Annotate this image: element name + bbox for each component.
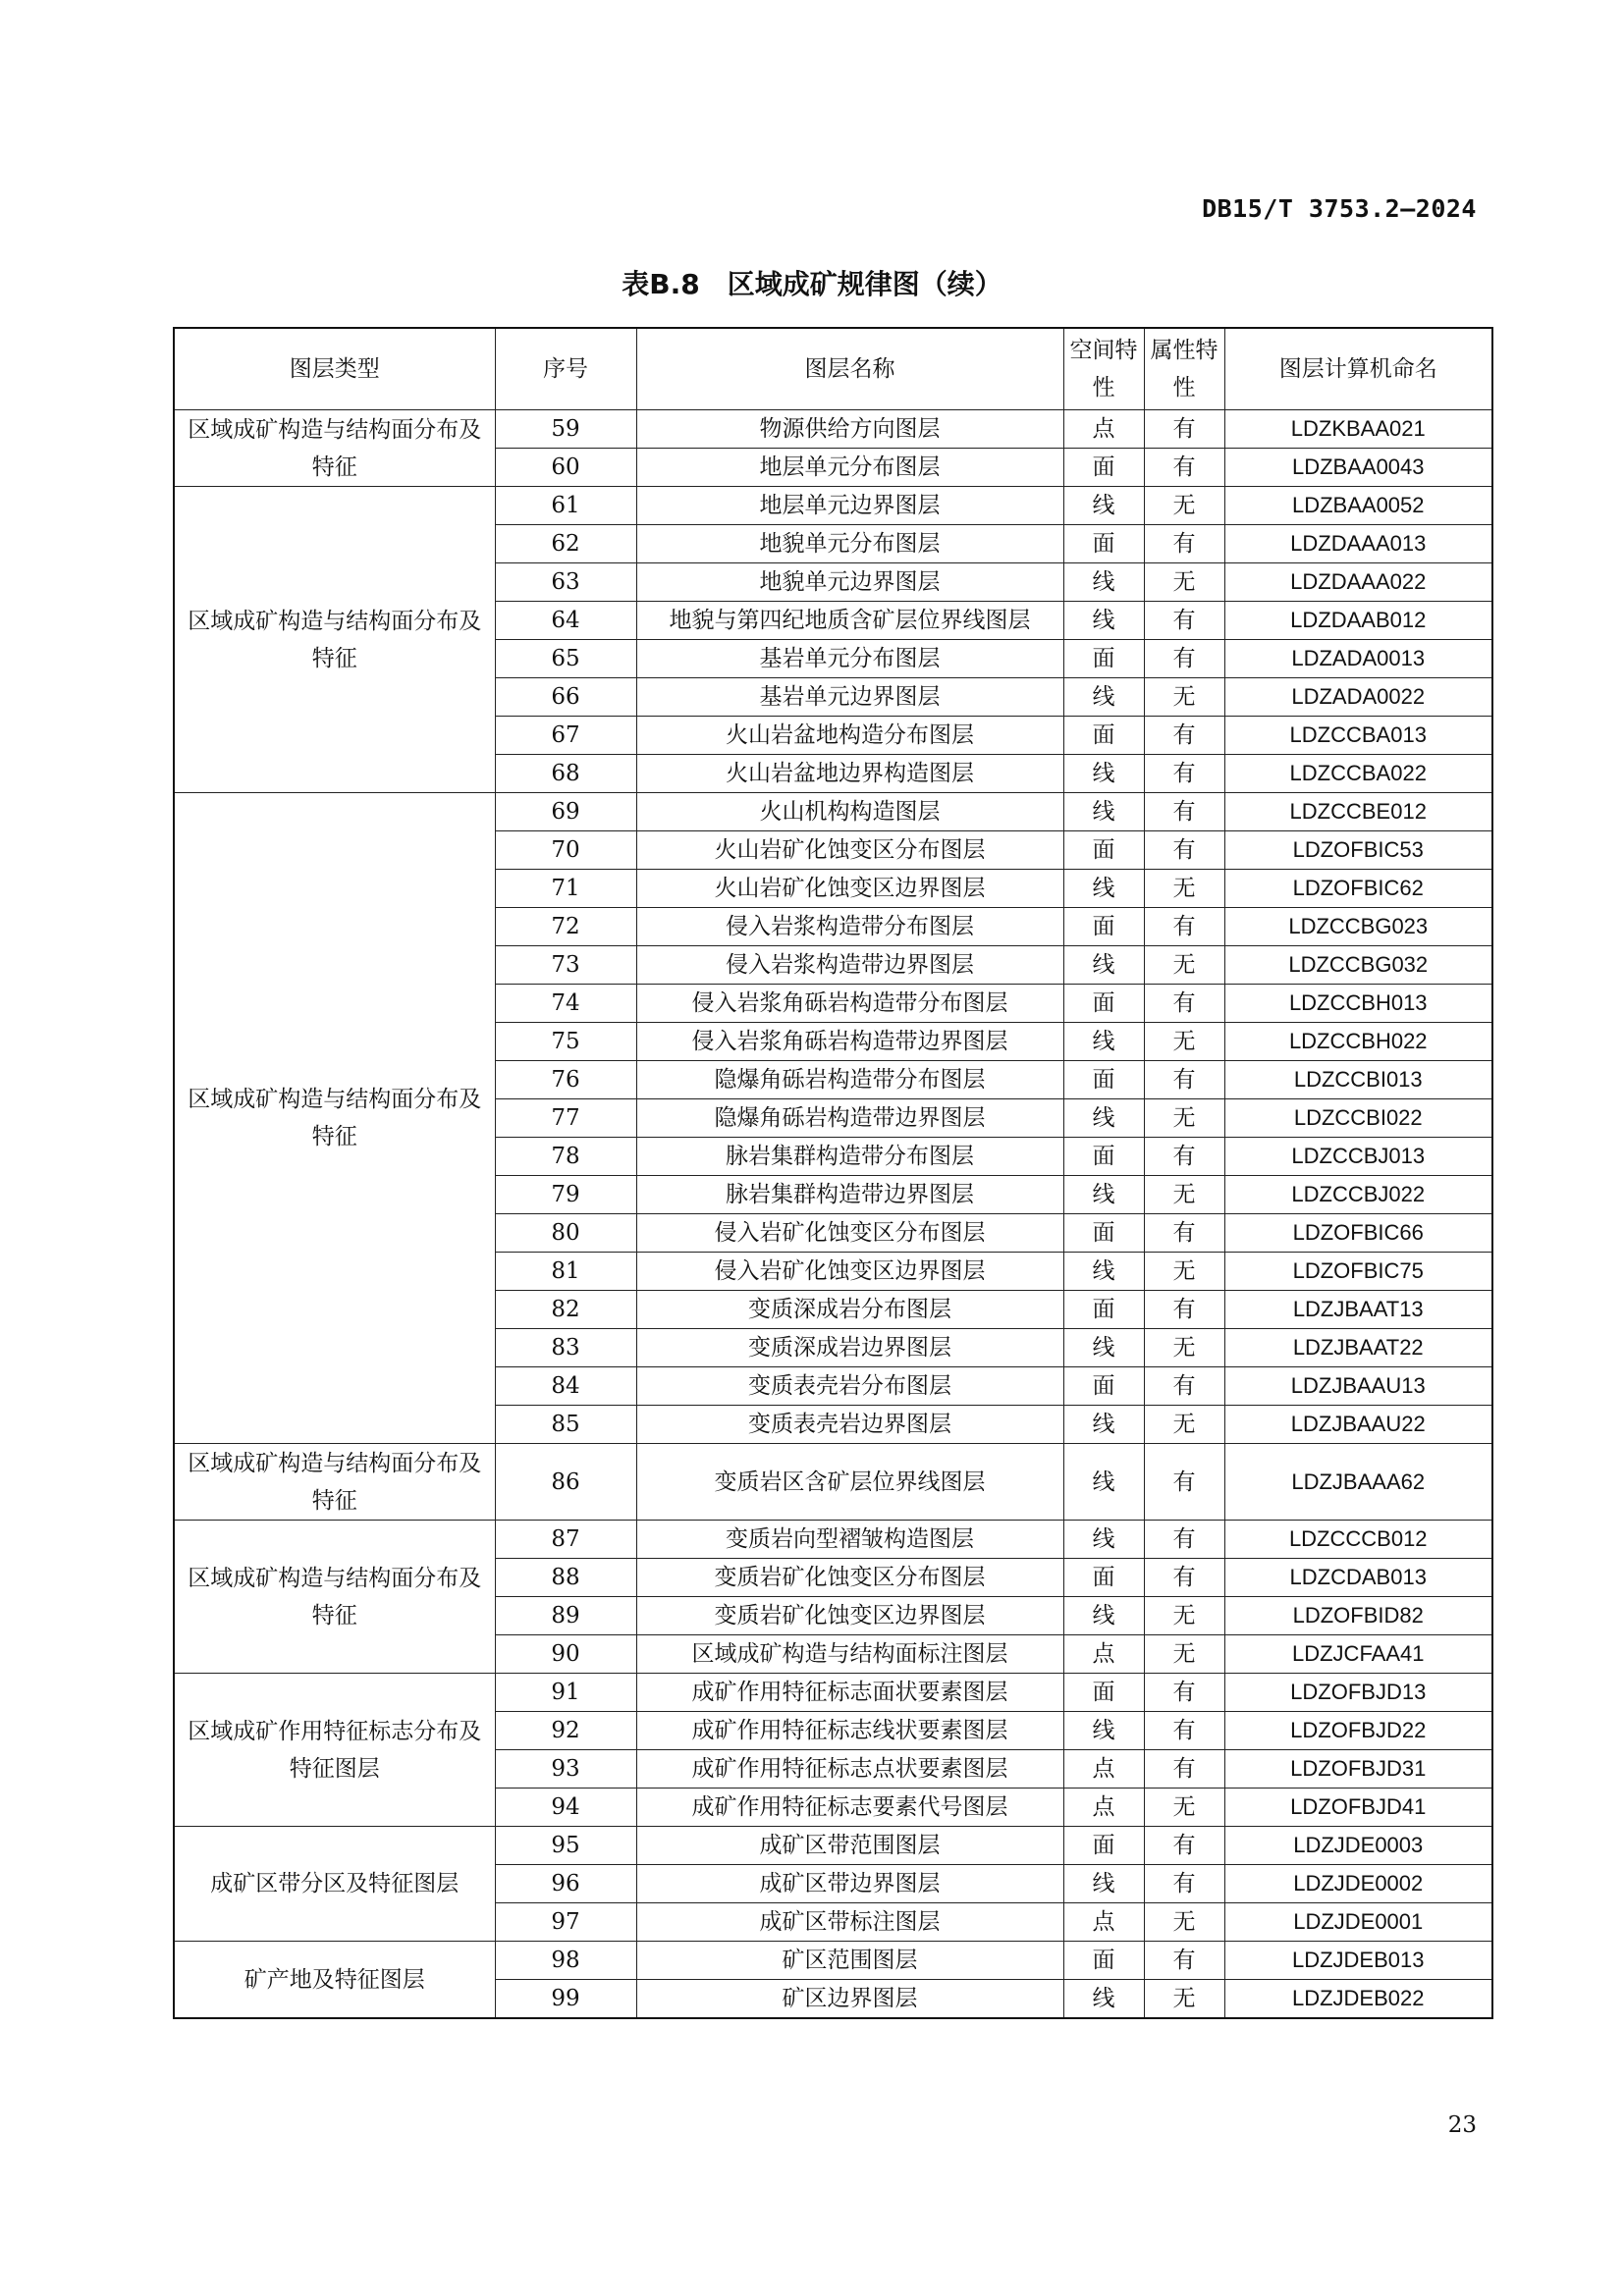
layer-name-cell: 火山岩盆地边界构造图层 — [636, 755, 1063, 793]
attribute-property-cell: 有 — [1144, 410, 1224, 449]
computer-name-cell: LDZOFBIC75 — [1224, 1253, 1492, 1291]
spatial-property-cell: 面 — [1063, 717, 1144, 755]
layer-name-cell: 成矿区带标注图层 — [636, 1903, 1063, 1942]
attribute-property-cell: 有 — [1144, 1367, 1224, 1406]
computer-name-cell: LDZCCBG023 — [1224, 908, 1492, 946]
attribute-property-cell: 有 — [1144, 831, 1224, 870]
attribute-property-cell: 无 — [1144, 1789, 1224, 1827]
layer-name-cell: 物源供给方向图层 — [636, 410, 1063, 449]
computer-name-cell: LDZJBAAU13 — [1224, 1367, 1492, 1406]
attribute-property-cell: 有 — [1144, 755, 1224, 793]
spatial-property-cell: 面 — [1063, 640, 1144, 678]
serial-number-cell: 73 — [495, 946, 636, 985]
attribute-property-cell: 有 — [1144, 1712, 1224, 1750]
attribute-property-cell: 无 — [1144, 1903, 1224, 1942]
attribute-property-cell: 有 — [1144, 449, 1224, 487]
layer-name-cell: 变质深成岩分布图层 — [636, 1291, 1063, 1329]
spatial-property-cell: 线 — [1063, 1521, 1144, 1559]
computer-name-cell: LDZCCBH022 — [1224, 1023, 1492, 1061]
spatial-property-cell: 线 — [1063, 1176, 1144, 1214]
spatial-property-cell: 线 — [1063, 870, 1144, 908]
attribute-property-cell: 无 — [1144, 870, 1224, 908]
spatial-property-cell: 面 — [1063, 525, 1144, 563]
computer-name-cell: LDZCDAB013 — [1224, 1559, 1492, 1597]
serial-number-cell: 99 — [495, 1980, 636, 2019]
computer-name-cell: LDZOFBID82 — [1224, 1597, 1492, 1635]
layer-name-cell: 火山机构构造图层 — [636, 793, 1063, 831]
spatial-property-cell: 线 — [1063, 1099, 1144, 1138]
layer-name-cell: 成矿作用特征标志要素代号图层 — [636, 1789, 1063, 1827]
layer-name-cell: 脉岩集群构造带分布图层 — [636, 1138, 1063, 1176]
serial-number-cell: 60 — [495, 449, 636, 487]
serial-number-cell: 75 — [495, 1023, 636, 1061]
layer-name-cell: 变质岩向型褶皱构造图层 — [636, 1521, 1063, 1559]
attribute-property-cell: 无 — [1144, 563, 1224, 602]
spatial-property-cell: 线 — [1063, 1329, 1144, 1367]
layer-name-cell: 成矿区带范围图层 — [636, 1827, 1063, 1865]
table-row — [174, 1942, 1492, 1980]
header-serial-number: 序号 — [495, 328, 636, 410]
layer-name-cell: 侵入岩矿化蚀变区分布图层 — [636, 1214, 1063, 1253]
spatial-property-cell: 线 — [1063, 1865, 1144, 1903]
attribute-property-cell: 有 — [1144, 717, 1224, 755]
table-row — [174, 1827, 1492, 1865]
attribute-property-cell: 无 — [1144, 1329, 1224, 1367]
spatial-property-cell: 线 — [1063, 678, 1144, 717]
layer-name-cell: 隐爆角砾岩构造带边界图层 — [636, 1099, 1063, 1138]
layer-name-cell: 变质岩矿化蚀变区分布图层 — [636, 1559, 1063, 1597]
standard-code: DB15/T 3753.2—2024 — [1202, 194, 1477, 223]
layer-name-cell: 侵入岩浆角砾岩构造带分布图层 — [636, 985, 1063, 1023]
table-row — [174, 410, 1492, 449]
serial-number-cell: 92 — [495, 1712, 636, 1750]
attribute-property-cell: 无 — [1144, 1099, 1224, 1138]
attribute-property-cell: 无 — [1144, 1176, 1224, 1214]
attribute-property-cell: 有 — [1144, 640, 1224, 678]
serial-number-cell: 64 — [495, 602, 636, 640]
computer-name-cell: LDZCCCB012 — [1224, 1521, 1492, 1559]
computer-name-cell: LDZJBAAT22 — [1224, 1329, 1492, 1367]
attribute-property-cell: 无 — [1144, 1253, 1224, 1291]
attribute-property-cell: 无 — [1144, 1406, 1224, 1444]
spatial-property-cell: 面 — [1063, 1367, 1144, 1406]
computer-name-cell: LDZDAAA022 — [1224, 563, 1492, 602]
attribute-property-cell: 有 — [1144, 1942, 1224, 1980]
attribute-property-cell: 有 — [1144, 1865, 1224, 1903]
attribute-property-cell: 有 — [1144, 1291, 1224, 1329]
serial-number-cell: 89 — [495, 1597, 636, 1635]
computer-name-cell: LDZJDE0002 — [1224, 1865, 1492, 1903]
spatial-property-cell: 面 — [1063, 449, 1144, 487]
computer-name-cell: LDZOFBJD31 — [1224, 1750, 1492, 1789]
spatial-property-cell: 线 — [1063, 487, 1144, 525]
layer-type-cell: 矿产地及特征图层 — [174, 1942, 495, 2019]
layer-name-cell: 火山岩矿化蚀变区边界图层 — [636, 870, 1063, 908]
layer-name-cell: 侵入岩矿化蚀变区边界图层 — [636, 1253, 1063, 1291]
computer-name-cell: LDZBAA0052 — [1224, 487, 1492, 525]
spatial-property-cell: 点 — [1063, 1903, 1144, 1942]
computer-name-cell: LDZCCBI013 — [1224, 1061, 1492, 1099]
spatial-property-cell: 线 — [1063, 1712, 1144, 1750]
layer-name-cell: 地貌单元边界图层 — [636, 563, 1063, 602]
layer-name-cell: 成矿作用特征标志面状要素图层 — [636, 1674, 1063, 1712]
serial-number-cell: 78 — [495, 1138, 636, 1176]
computer-name-cell: LDZBAA0043 — [1224, 449, 1492, 487]
attribute-property-cell: 无 — [1144, 487, 1224, 525]
computer-name-cell: LDZJBAAU22 — [1224, 1406, 1492, 1444]
serial-number-cell: 67 — [495, 717, 636, 755]
serial-number-cell: 71 — [495, 870, 636, 908]
serial-number-cell: 84 — [495, 1367, 636, 1406]
spatial-property-cell: 面 — [1063, 1291, 1144, 1329]
serial-number-cell: 96 — [495, 1865, 636, 1903]
serial-number-cell: 59 — [495, 410, 636, 449]
table-row — [174, 1444, 1492, 1521]
serial-number-cell: 86 — [495, 1444, 636, 1521]
table-body — [174, 410, 1492, 2019]
spatial-property-cell: 面 — [1063, 985, 1144, 1023]
layer-name-cell: 地貌与第四纪地质含矿层位界线图层 — [636, 602, 1063, 640]
serial-number-cell: 87 — [495, 1521, 636, 1559]
serial-number-cell: 68 — [495, 755, 636, 793]
spatial-property-cell: 线 — [1063, 1023, 1144, 1061]
header-spatial-property: 空间特性 — [1063, 328, 1144, 410]
attribute-property-cell: 有 — [1144, 793, 1224, 831]
layer-name-cell: 变质表壳岩分布图层 — [636, 1367, 1063, 1406]
serial-number-cell: 69 — [495, 793, 636, 831]
computer-name-cell: LDZJDE0003 — [1224, 1827, 1492, 1865]
spatial-property-cell: 线 — [1063, 563, 1144, 602]
layer-name-cell: 侵入岩浆角砾岩构造带边界图层 — [636, 1023, 1063, 1061]
table-title: 表B.8 区域成矿规律图（续） — [622, 268, 1002, 300]
serial-number-cell: 98 — [495, 1942, 636, 1980]
attribute-property-cell: 有 — [1144, 1521, 1224, 1559]
layer-type-cell: 区域成矿构造与结构面分布及特征 — [174, 793, 495, 1444]
spatial-property-cell: 面 — [1063, 1061, 1144, 1099]
computer-name-cell: LDZOFBIC53 — [1224, 831, 1492, 870]
serial-number-cell: 97 — [495, 1903, 636, 1942]
computer-name-cell: LDZCCBJ013 — [1224, 1138, 1492, 1176]
table-row — [174, 1674, 1492, 1712]
serial-number-cell: 74 — [495, 985, 636, 1023]
layer-name-cell: 变质岩区含矿层位界线图层 — [636, 1444, 1063, 1521]
layer-name-cell: 成矿作用特征标志线状要素图层 — [636, 1712, 1063, 1750]
attribute-property-cell: 无 — [1144, 678, 1224, 717]
serial-number-cell: 79 — [495, 1176, 636, 1214]
attribute-property-cell: 有 — [1144, 1061, 1224, 1099]
header-layer-type: 图层类型 — [174, 328, 495, 410]
computer-name-cell: LDZJDEB022 — [1224, 1980, 1492, 2019]
spatial-property-cell: 面 — [1063, 1942, 1144, 1980]
spatial-property-cell: 点 — [1063, 1789, 1144, 1827]
serial-number-cell: 91 — [495, 1674, 636, 1712]
computer-name-cell: LDZKBAA021 — [1224, 410, 1492, 449]
serial-number-cell: 85 — [495, 1406, 636, 1444]
spatial-property-cell: 面 — [1063, 1214, 1144, 1253]
computer-name-cell: LDZCCBJ022 — [1224, 1176, 1492, 1214]
layer-name-cell: 变质深成岩边界图层 — [636, 1329, 1063, 1367]
layer-name-cell: 矿区边界图层 — [636, 1980, 1063, 2019]
serial-number-cell: 95 — [495, 1827, 636, 1865]
serial-number-cell: 81 — [495, 1253, 636, 1291]
serial-number-cell: 80 — [495, 1214, 636, 1253]
attribute-property-cell: 无 — [1144, 1980, 1224, 2019]
computer-name-cell: LDZCCBA022 — [1224, 755, 1492, 793]
table-row — [174, 487, 1492, 525]
spatial-property-cell: 线 — [1063, 1406, 1144, 1444]
computer-name-cell: LDZOFBIC66 — [1224, 1214, 1492, 1253]
layer-name-cell: 基岩单元分布图层 — [636, 640, 1063, 678]
layer-type-cell: 区域成矿构造与结构面分布及特征 — [174, 1521, 495, 1674]
layer-name-cell: 地层单元分布图层 — [636, 449, 1063, 487]
computer-name-cell: LDZJBAAA62 — [1224, 1444, 1492, 1521]
attribute-property-cell: 有 — [1144, 1138, 1224, 1176]
serial-number-cell: 93 — [495, 1750, 636, 1789]
spatial-property-cell: 线 — [1063, 793, 1144, 831]
serial-number-cell: 63 — [495, 563, 636, 602]
layer-name-cell: 矿区范围图层 — [636, 1942, 1063, 1980]
spatial-property-cell: 线 — [1063, 946, 1144, 985]
serial-number-cell: 94 — [495, 1789, 636, 1827]
layer-name-cell: 成矿区带边界图层 — [636, 1865, 1063, 1903]
table-row — [174, 793, 1492, 831]
computer-name-cell: LDZDAAB012 — [1224, 602, 1492, 640]
attribute-property-cell: 无 — [1144, 946, 1224, 985]
spatial-property-cell: 线 — [1063, 602, 1144, 640]
layer-table — [173, 327, 1493, 2019]
computer-name-cell: LDZCCBH013 — [1224, 985, 1492, 1023]
serial-number-cell: 77 — [495, 1099, 636, 1138]
layer-name-cell: 侵入岩浆构造带边界图层 — [636, 946, 1063, 985]
attribute-property-cell: 无 — [1144, 1635, 1224, 1674]
computer-name-cell: LDZCCBG032 — [1224, 946, 1492, 985]
spatial-property-cell: 点 — [1063, 410, 1144, 449]
layer-name-cell: 成矿作用特征标志点状要素图层 — [636, 1750, 1063, 1789]
spatial-property-cell: 线 — [1063, 1980, 1144, 2019]
serial-number-cell: 65 — [495, 640, 636, 678]
header-computer-name: 图层计算机命名 — [1224, 328, 1492, 410]
attribute-property-cell: 有 — [1144, 1214, 1224, 1253]
serial-number-cell: 62 — [495, 525, 636, 563]
serial-number-cell: 76 — [495, 1061, 636, 1099]
attribute-property-cell: 有 — [1144, 908, 1224, 946]
serial-number-cell: 66 — [495, 678, 636, 717]
computer-name-cell: LDZCCBI022 — [1224, 1099, 1492, 1138]
spatial-property-cell: 面 — [1063, 831, 1144, 870]
serial-number-cell: 72 — [495, 908, 636, 946]
computer-name-cell: LDZJBAAT13 — [1224, 1291, 1492, 1329]
layer-name-cell: 隐爆角砾岩构造带分布图层 — [636, 1061, 1063, 1099]
computer-name-cell: LDZCCBE012 — [1224, 793, 1492, 831]
page-number: 23 — [1447, 2112, 1477, 2138]
spatial-property-cell: 点 — [1063, 1635, 1144, 1674]
computer-name-cell: LDZJDE0001 — [1224, 1903, 1492, 1942]
layer-type-cell: 成矿区带分区及特征图层 — [174, 1827, 495, 1942]
spatial-property-cell: 面 — [1063, 1559, 1144, 1597]
layer-name-cell: 基岩单元边界图层 — [636, 678, 1063, 717]
layer-type-cell: 区域成矿构造与结构面分布及特征 — [174, 410, 495, 487]
spatial-property-cell: 面 — [1063, 1138, 1144, 1176]
attribute-property-cell: 无 — [1144, 1597, 1224, 1635]
computer-name-cell: LDZOFBIC62 — [1224, 870, 1492, 908]
computer-name-cell: LDZADA0022 — [1224, 678, 1492, 717]
spatial-property-cell: 线 — [1063, 1597, 1144, 1635]
serial-number-cell: 61 — [495, 487, 636, 525]
attribute-property-cell: 有 — [1144, 1674, 1224, 1712]
attribute-property-cell: 有 — [1144, 1559, 1224, 1597]
header-attribute-property: 属性特性 — [1144, 328, 1224, 410]
serial-number-cell: 83 — [495, 1329, 636, 1367]
table-row — [174, 1521, 1492, 1559]
spatial-property-cell: 面 — [1063, 1827, 1144, 1865]
serial-number-cell: 88 — [495, 1559, 636, 1597]
layer-name-cell: 侵入岩浆构造带分布图层 — [636, 908, 1063, 946]
spatial-property-cell: 线 — [1063, 1444, 1144, 1521]
layer-type-cell: 区域成矿作用特征标志分布及特征图层 — [174, 1674, 495, 1827]
computer-name-cell: LDZCCBA013 — [1224, 717, 1492, 755]
spatial-property-cell: 点 — [1063, 1750, 1144, 1789]
attribute-property-cell: 有 — [1144, 1444, 1224, 1521]
spatial-property-cell: 线 — [1063, 755, 1144, 793]
serial-number-cell: 82 — [495, 1291, 636, 1329]
table-header-row — [174, 328, 1492, 410]
layer-name-cell: 火山岩矿化蚀变区分布图层 — [636, 831, 1063, 870]
computer-name-cell: LDZJCFAA41 — [1224, 1635, 1492, 1674]
layer-name-cell: 地层单元边界图层 — [636, 487, 1063, 525]
layer-name-cell: 火山岩盆地构造分布图层 — [636, 717, 1063, 755]
computer-name-cell: LDZDAAA013 — [1224, 525, 1492, 563]
computer-name-cell: LDZOFBJD41 — [1224, 1789, 1492, 1827]
layer-type-cell: 区域成矿构造与结构面分布及特征 — [174, 1444, 495, 1521]
layer-type-cell: 区域成矿构造与结构面分布及特征 — [174, 487, 495, 793]
serial-number-cell: 90 — [495, 1635, 636, 1674]
header-layer-name: 图层名称 — [636, 328, 1063, 410]
computer-name-cell: LDZOFBJD13 — [1224, 1674, 1492, 1712]
layer-name-cell: 地貌单元分布图层 — [636, 525, 1063, 563]
attribute-property-cell: 无 — [1144, 1023, 1224, 1061]
attribute-property-cell: 有 — [1144, 1750, 1224, 1789]
attribute-property-cell: 有 — [1144, 1827, 1224, 1865]
layer-name-cell: 变质表壳岩边界图层 — [636, 1406, 1063, 1444]
computer-name-cell: LDZADA0013 — [1224, 640, 1492, 678]
spatial-property-cell: 面 — [1063, 1674, 1144, 1712]
serial-number-cell: 70 — [495, 831, 636, 870]
layer-name-cell: 变质岩矿化蚀变区边界图层 — [636, 1597, 1063, 1635]
spatial-property-cell: 面 — [1063, 908, 1144, 946]
spatial-property-cell: 线 — [1063, 1253, 1144, 1291]
attribute-property-cell: 有 — [1144, 602, 1224, 640]
attribute-property-cell: 有 — [1144, 985, 1224, 1023]
layer-name-cell: 区域成矿构造与结构面标注图层 — [636, 1635, 1063, 1674]
layer-name-cell: 脉岩集群构造带边界图层 — [636, 1176, 1063, 1214]
attribute-property-cell: 有 — [1144, 525, 1224, 563]
computer-name-cell: LDZJDEB013 — [1224, 1942, 1492, 1980]
computer-name-cell: LDZOFBJD22 — [1224, 1712, 1492, 1750]
